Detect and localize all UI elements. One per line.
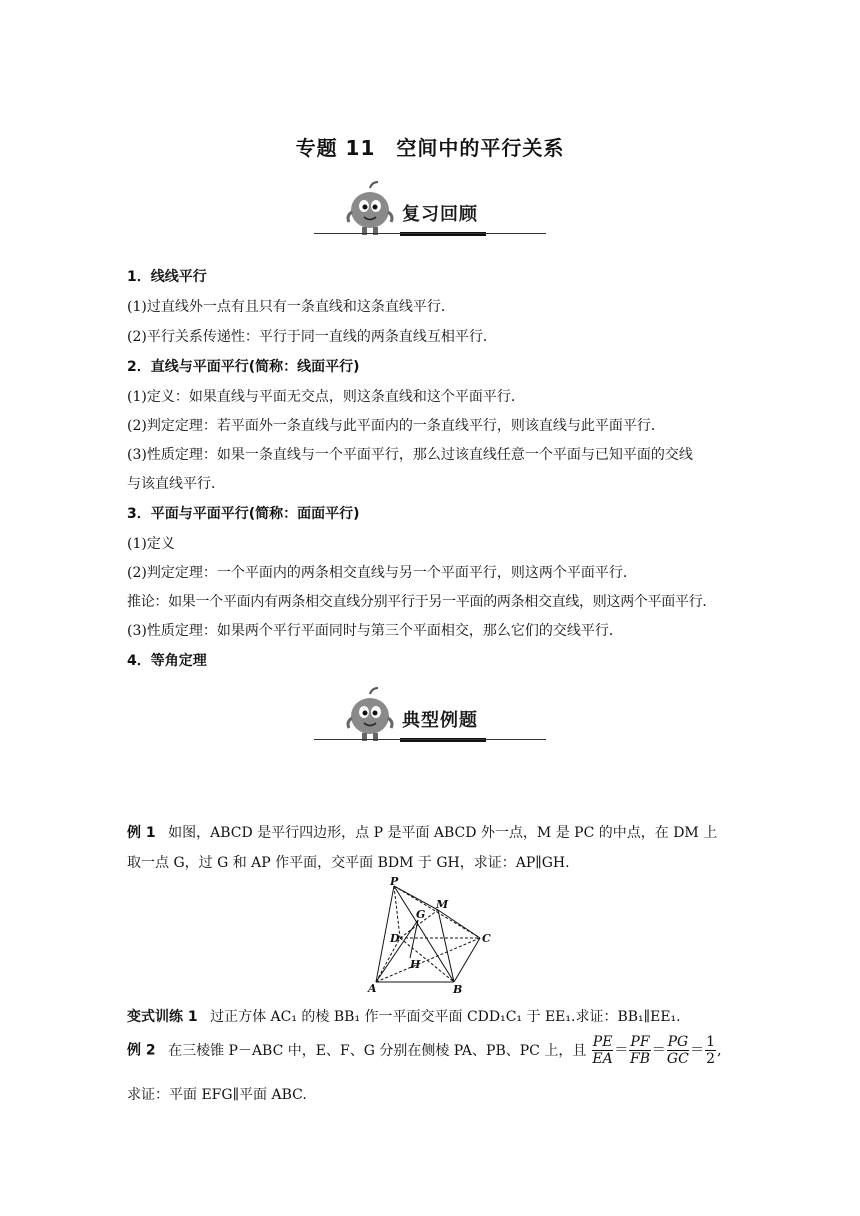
example-2-line-1: 例 2 在三棱锥 P－ABC 中，E、F、G 分别在侧棱 PA、PB、PC 上，且 $\frac{PE}{EA}$ ＝ $\frac{PF}{FB}$ ＝ $\frac{PG}{GC}$ ＝ $\frac{1}{2}$ , [127,1034,722,1067]
example-1-text: 如图，ABCD 是平行四边形，点 P 是平面 ABCD 外一点，M 是 PC 的中点，在 DM 上 [168,825,718,841]
label-D: D [390,932,400,945]
label-G: G [416,908,426,921]
text-line: (2)判定定理：若平面外一条直线与此平面内的一条直线平行，则该直线与此平面平行． [127,418,665,434]
example-2-text: 在三棱锥 P－ABC 中，E、F、G 分别在侧棱 PA、PB、PC 上，且 [168,1042,587,1059]
apple-mascot-icon [340,180,400,240]
label-P: P [390,876,399,888]
review-banner [314,180,546,240]
geometry-figure [360,876,500,996]
example-1-line-2: 取一点 G，过 G 和 AP 作平面，交平面 BDM 于 GH，求证：AP∥GH. [127,855,570,871]
section-heading: 1．线线平行 [127,269,207,285]
variant-1-line [127,1006,681,1026]
page-title: 专题 11 空间中的平行关系 [295,136,565,160]
variant-1-text: 过正方体 AC₁ 的棱 BB₁ 作一平面交平面 CDD₁C₁ 于 EE₁.求证：BB₁∥EE₁. [210,1009,681,1025]
text-line: (2)平行关系传递性：平行于同一直线的两条直线互相平行． [127,329,497,345]
section-heading: 4．等角定理 [127,653,207,669]
text-line: (1)定义 [127,536,175,552]
examples-banner-label: 典型例题 [402,710,478,731]
edge-BC [454,938,480,982]
banner-rule [314,739,546,740]
example-1-label: 例 1 [127,825,156,841]
variant-1-label: 变式训练 1 [127,1009,198,1025]
text-line: 推论：如果一个平面内有两条相交直线分别平行于另一平面的两条相交直线，则这两个平面平行． [127,594,717,610]
text-line: (1)定义：如果直线与平面无交点，则这条直线和这个平面平行． [127,389,525,405]
section-heading: 2．直线与平面平行(简称：线面平行) [127,359,360,375]
example-2-line-2: 求证：平面 EFG∥平面 ABC. [127,1087,307,1103]
fraction: $\frac{PE}{EA}$ [592,1034,613,1067]
label-C: C [482,932,491,945]
review-banner-label: 复习回顾 [402,204,478,225]
text-line: 与该直线平行． [127,476,225,492]
label-A: A [368,982,377,995]
apple-mascot-icon [340,686,400,746]
examples-banner [314,686,546,746]
text-line: (3)性质定理：如果一条直线与一个平面平行，那么过该直线任意一个平面与已知平面的交线 [127,447,693,463]
example-1-line-1 [127,822,717,842]
fraction: $\frac{1}{2}$ [706,1034,716,1067]
label-H: H [410,958,421,971]
banner-rule [314,233,546,234]
fraction: $\frac{PF}{FB}$ [629,1034,650,1067]
fraction: $\frac{PG}{GC}$ [666,1034,689,1067]
edge-PC [394,886,480,938]
section-heading: 3．平面与平面平行(简称：面面平行) [127,506,360,522]
example-2-label: 例 2 [127,1042,156,1059]
text-line: (1)过直线外一点有且只有一条直线和这条直线平行． [127,299,455,315]
label-B: B [453,983,463,996]
text-line: (3)性质定理：如果两个平行平面同时与第三个平面相交，那么它们的交线平行． [127,623,623,639]
text-line: (2)判定定理：一个平面内的两条相交直线与另一个平面平行，则这两个平面平行． [127,565,637,581]
label-M: M [436,898,449,911]
